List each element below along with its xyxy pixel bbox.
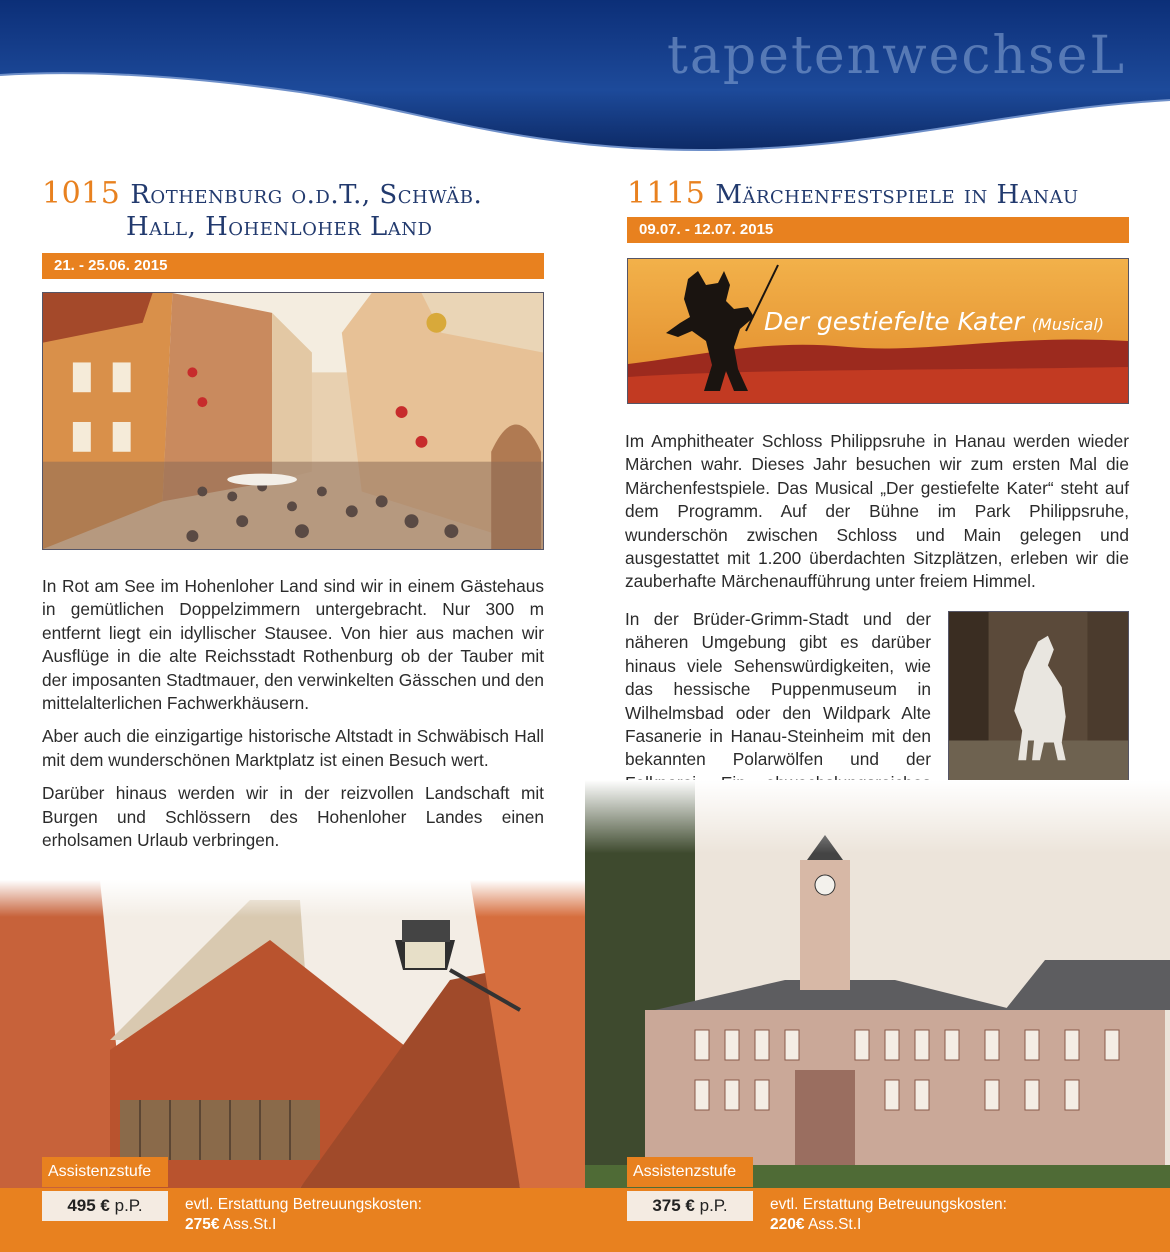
refund-label: evtl. Erstattung Betreuungskosten:	[185, 1196, 422, 1213]
right-column	[585, 0, 1170, 1252]
brand-title: tapetenwechseL	[666, 26, 1126, 86]
photo-polar-wolf	[948, 611, 1129, 783]
banner-subtitle: (Musical)	[1031, 315, 1105, 334]
paragraph: In Rot am See im Hohenloher Land sind wir in einem Gästehaus in gemütlichen Doppelzimmern untergebracht. Nur 300 m entfernt liegt ein idyllischer Stausee. Von hier aus machen wir Ausflüge in die alte Reichsstadt Rothenburg ob der Tauber mit der imposanten Stadtmauer, den verwinkelten Gässchen und den mittelalterlichen Fachwerkhäusern.	[42, 576, 544, 714]
trip-title-right	[627, 178, 1147, 211]
trip-title-left	[42, 178, 562, 243]
photo-schloss-philippsruhe	[585, 780, 1170, 1188]
date-bar: 21. - 25.06. 2015	[42, 253, 544, 279]
title-line-2: Hall, Hohenloher Land	[126, 212, 433, 242]
title-line-1: Märchenfestspiele in Hanau	[715, 180, 1079, 210]
assistance-level-badge: Assistenzstufe	[627, 1157, 753, 1187]
refund-unit: Ass.St.I	[807, 1216, 862, 1233]
assistance-level-badge: Assistenzstufe	[42, 1157, 168, 1187]
refund-info	[770, 1195, 1150, 1235]
musical-banner	[627, 258, 1129, 404]
date-bar: 09.07. - 12.07. 2015	[627, 217, 1129, 243]
refund-amount: 220€	[770, 1216, 805, 1233]
banner-title	[764, 307, 1104, 336]
price-box	[627, 1191, 753, 1221]
refund-amount: 275€	[185, 1216, 220, 1233]
paragraph: Aber auch die einzigartige historische Altstadt in Schwäbisch Hall mit dem wunderschönen Marktplatz ist einen Besuch wert.	[42, 726, 544, 770]
refund-unit: Ass.St.I	[222, 1216, 277, 1233]
refund-info	[185, 1195, 565, 1235]
price-value: 495 €	[67, 1196, 110, 1215]
photo-town-wall	[0, 880, 585, 1188]
trip-number: 1015	[42, 176, 121, 211]
banner-title-text: Der gestiefelte Kater	[764, 307, 1024, 336]
price-value: 375 €	[652, 1196, 695, 1215]
trip-number: 1115	[627, 176, 706, 211]
photo-rothenburg-street	[42, 292, 544, 550]
price-unit: p.P.	[699, 1196, 728, 1215]
paragraph: In der Brüder-Grimm-Stadt und der näheren Umgebung gibt es darüber hinaus viele Sehenswürdigkeiten, wie das hessische Puppenmuseum in Wilhelmsbad oder den Wildpark Alte Fasanerie in Hanau-Steinheim mit den bekannten Polarwölfen und der	[625, 609, 931, 770]
right-body-text-1	[625, 430, 1129, 604]
price-unit: p.P.	[114, 1196, 143, 1215]
paragraph: Im Amphitheater Schloss Philippsruhe in Hanau werden wieder Märchen wahr. Dieses Jahr besuchen wir zum ersten Mal die Märchenfestspiele. Das Musical „Der gestiefelte Kater“ steht auf dem Programm. Auf der Bühne im Park Philippsruhe, wunderschön zwischen Schloss und Main gelegen und ausgestattet mit 1.200 überdachten Sitzplätzen, erleben wir die zauberhafte Märchenaufführung unter freiem Himmel.	[625, 431, 1129, 592]
price-box	[42, 1191, 168, 1221]
paragraph: Darüber hinaus werden wir in der reizvollen Landschaft mit Burgen und Schlössern des Hohenloher Landes einen erholsamen Urlaub verbringen.	[42, 783, 544, 851]
refund-label: evtl. Erstattung Betreuungskosten:	[770, 1196, 1007, 1213]
title-line-1: Rothenburg o.d.T., Schwäb.	[130, 180, 483, 210]
left-body-text	[42, 575, 544, 862]
